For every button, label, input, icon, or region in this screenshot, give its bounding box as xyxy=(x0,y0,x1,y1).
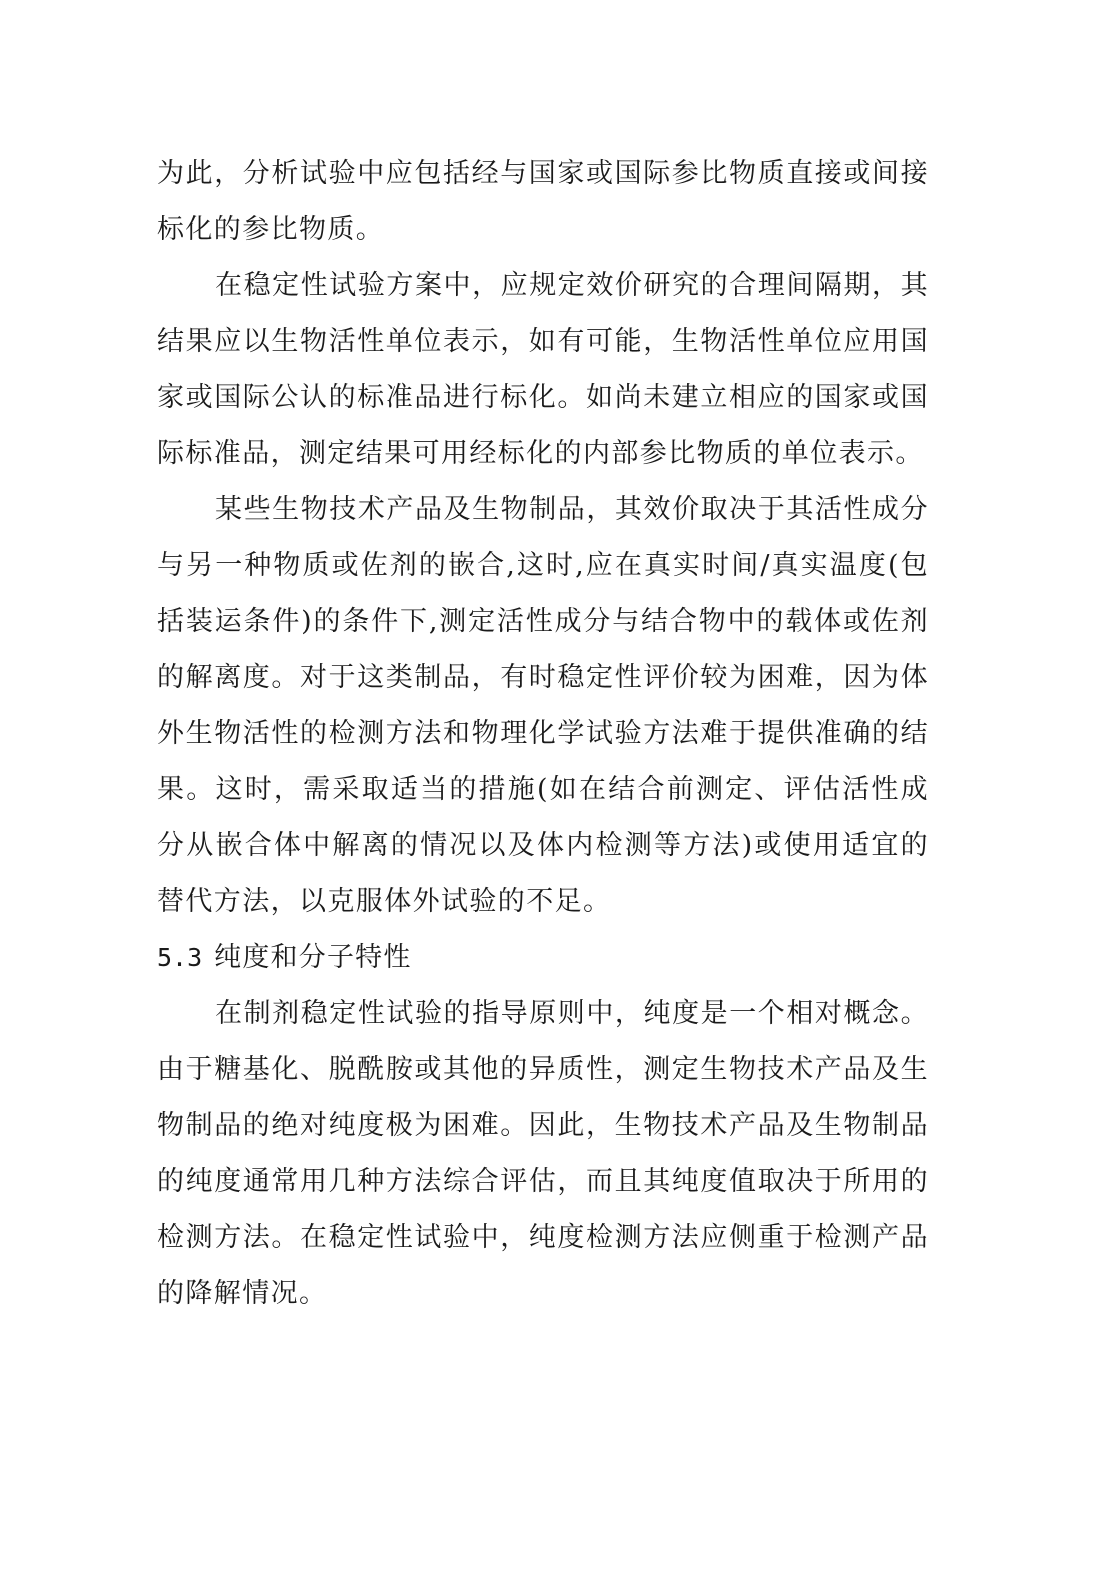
section-heading xyxy=(157,930,929,986)
section-title: 纯度和分子特性 xyxy=(214,942,412,973)
paragraph-potency-interval: 在稳定性试验方案中，应规定效价研究的合理间隔期，其结果应以生物活性单位表示，如有可能，生物活性单位应用国家或国际公认的标准品进行标化。如尚未建立相应的国家或国际标准品，测定结果可用经标化的内部参比物质的单位表示。 xyxy=(157,270,929,469)
paragraph-conjugate-dissociation: 某些生物技术产品及生物制品，其效价取决于其活性成分与另一种物质或佐剂的嵌合,这时,应在真实时间/真实温度(包括装运条件)的条件下,测定活性成分与结合物中的载体或佐剂的解离度。对于这类制品，有时稳定性评价较为困难，因为体外生物活性的检测方法和物理化学试验方法难于提供准确的结果。这时，需采取适当的措施(如在结合前测定、评估活性成分从嵌合体中解离的情况以及体内检测等方法)或使用适宜的替代方法，以克服体外试验的不足。 xyxy=(157,494,929,917)
paragraph-purity: 在制剂稳定性试验的指导原则中，纯度是一个相对概念。由于糖基化、脱酰胺或其他的异质性，测定生物技术产品及生物制品的绝对纯度极为困难。因此，生物技术产品及生物制品的纯度通常用几种方法综合评估，而且其纯度值取决于所用的检测方法。在稳定性试验中，纯度检测方法应侧重于检测产品的降解情况。 xyxy=(157,998,929,1309)
section-number: 5.3 xyxy=(157,943,203,972)
paragraph-continuation: 为此，分析试验中应包括经与国家或国际参比物质直接或间接标化的参比物质。 xyxy=(157,158,929,245)
document-body xyxy=(157,146,929,1322)
